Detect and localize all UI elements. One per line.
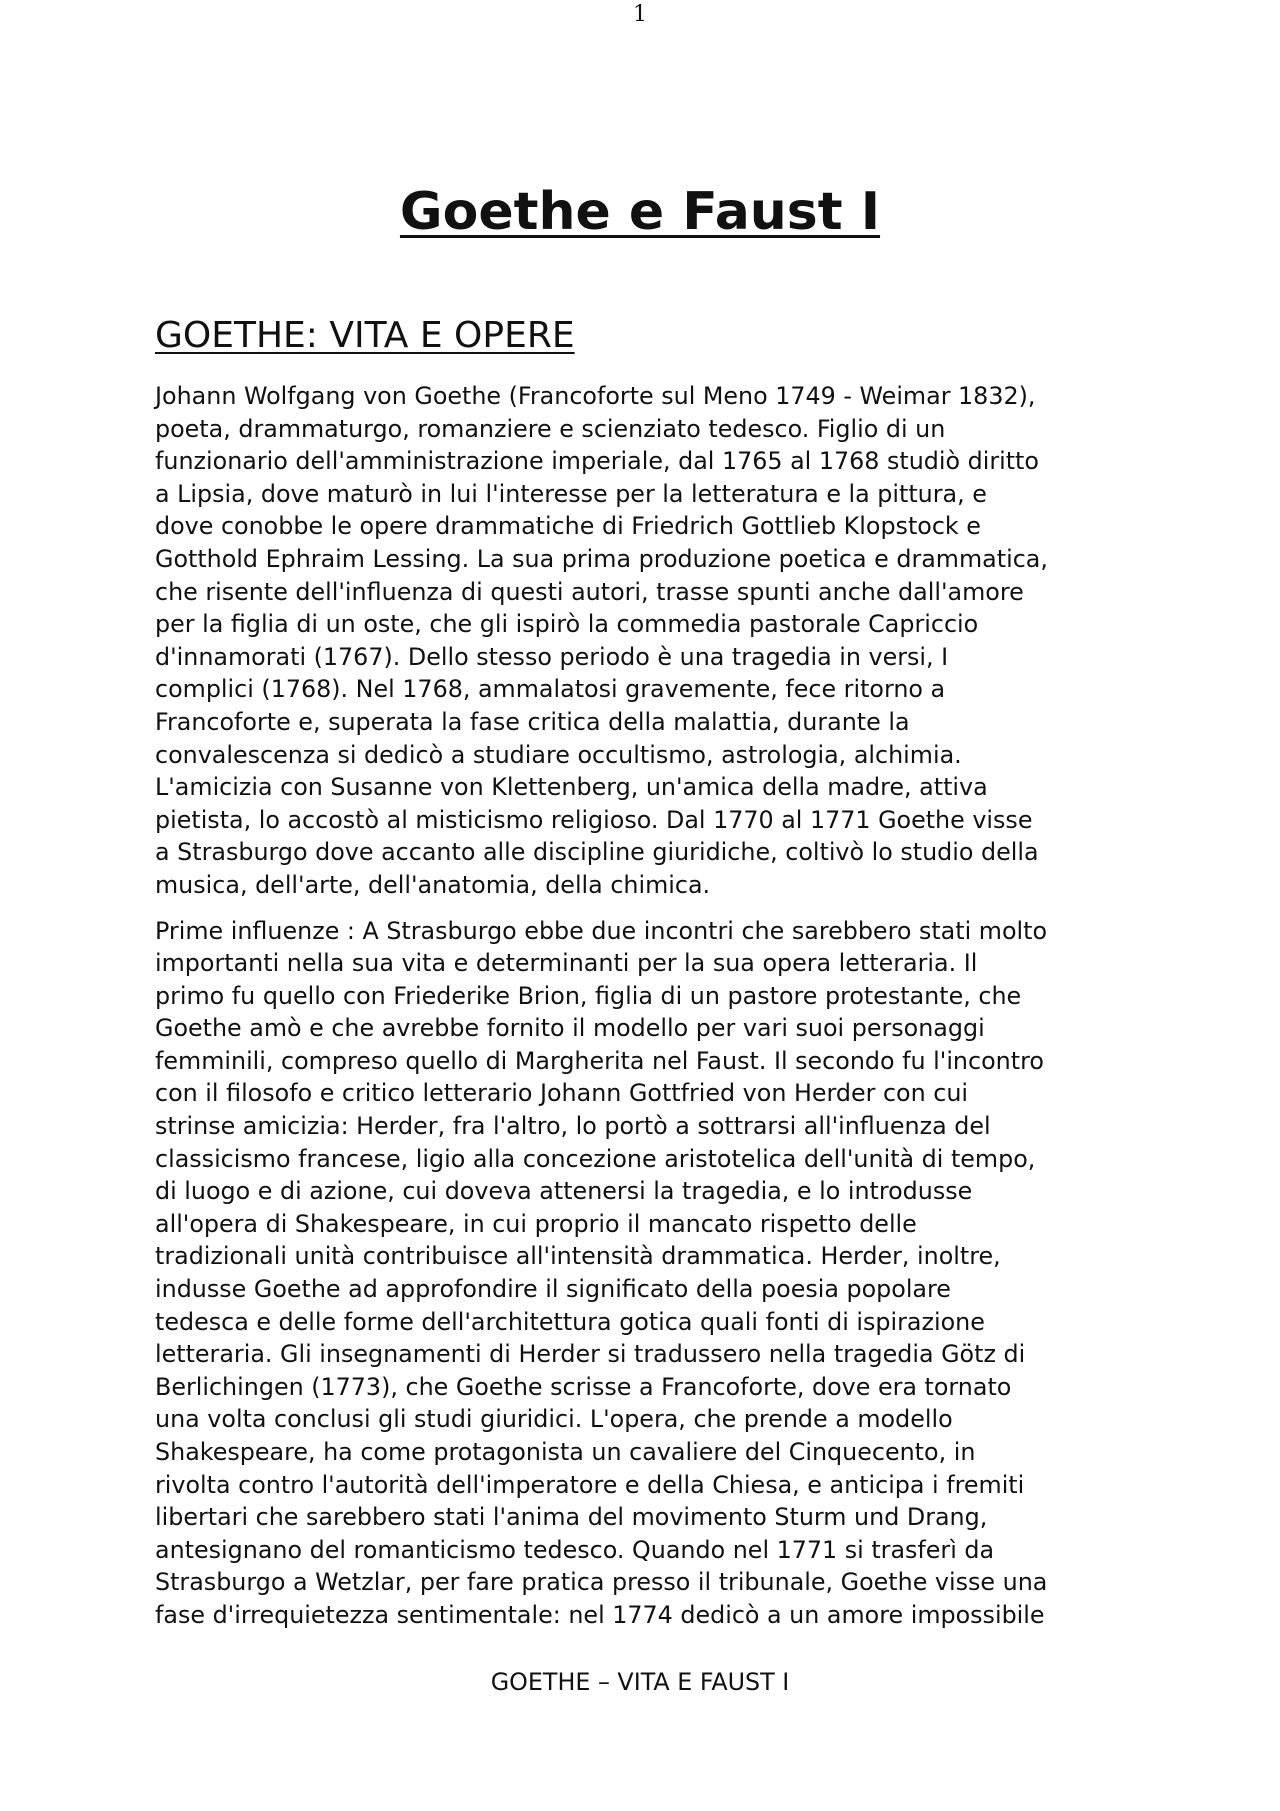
paragraph-influences: Prime influenze : A Strasburgo ebbe due incontri che sarebbero stati molto importanti nella sua vita e determinanti per la sua opera letteraria. Il primo fu quello con Friederike Brion, figlia di un pastore protestante, che Goethe amò e che avrebbe fornito il modello per vari suoi personaggi femminili, compreso quello di Margherita nel Faust. Il secondo fu l'incontro con il filosofo e critico letterario Johann Gottfried von Herder con cui strinse amicizia: Herder, fra l'altro, lo portò a sottrarsi all'influenza del classicismo francese, ligio alla concezione aristotelica dell'unità di tempo, di luogo e di azione, cui doveva attenersi la tragedia, e lo introdusse all'opera di Shakespeare, in cui proprio il mancato rispetto delle tradizionali unità contribuisce all'intensità drammatica. Herder, inoltre, indusse Goethe ad approfondire il significato della poesia popolare tedesca e delle forme dell'architettura gotica quali fonti di ispirazione letteraria. Gli insegnamenti di Herder si tradussero nella tragedia Götz di Berlichingen (1773), che Goethe scrisse a Francoforte, dove era tornato una volta conclusi gli studi giuridici. L'opera, che prende a modello Shakespeare, ha come protagonista un cavaliere del Cinquecento, in rivolta contro l'autorità dell'imperatore e della Chiesa, e anticipa i fremiti libertari che sarebbero stati l'anima del movimento Sturm und Drang, antesignano del romanticismo tedesco. Quando nel 1771 si trasferì da Strasburgo a Wetzlar, per fare pratica presso il tribunale, Goethe visse una fase d'irrequietezza sentimentale: nel 1774 dedicò a un amore impossibile — [155, 916, 1048, 1629]
section-heading: GOETHE: VITA E OPERE — [155, 315, 575, 356]
page-footer: GOETHE – VITA E FAUST I — [490, 1668, 790, 1696]
document-title-text: Goethe e Faust I — [399, 182, 881, 242]
document-title — [0, 178, 1280, 246]
paragraph-biography: Johann Wolfgang von Goethe (Francoforte sul Meno 1749 - Weimar 1832), poeta, drammaturgo, romanziere e scienziato tedesco. Figlio di un funzionario dell'amministrazione imperiale, dal 1765 al 1768 studiò diritto a Lipsia, dove maturò in lui l'interesse per la letteratura e la pittura, e dove conobbe le opere drammatiche di Friedrich Gottlieb Klopstock e Gotthold Ephraim Lessing. La sua prima produzione poetica e drammatica, che risente dell'influenza di questi autori, trasse spunti anche dall'amore per la figlia di un oste, che gli ispirò la commedia pastorale Capriccio d'innamorati (1767). Dello stesso periodo è una tragedia in versi, I complici (1768). Nel 1768, ammalatosi gravemente, fece ritorno a Francoforte e, superata la fase critica della malattia, durante la convalescenza si dedicò a studiare occultismo, astrologia, alchimia. L'amicizia con Susanne von Klettenberg, un'amica della madre, attiva pietista, lo accostò al misticismo religioso. Dal 1770 al 1771 Goethe visse a Strasburgo dove accanto alle discipline giuridiche, coltivò lo studio della musica, dell'arte, dell'anatomia, della chimica. — [155, 382, 1048, 899]
document-body — [155, 314, 1135, 1645]
page-number: 1 — [633, 2, 647, 27]
